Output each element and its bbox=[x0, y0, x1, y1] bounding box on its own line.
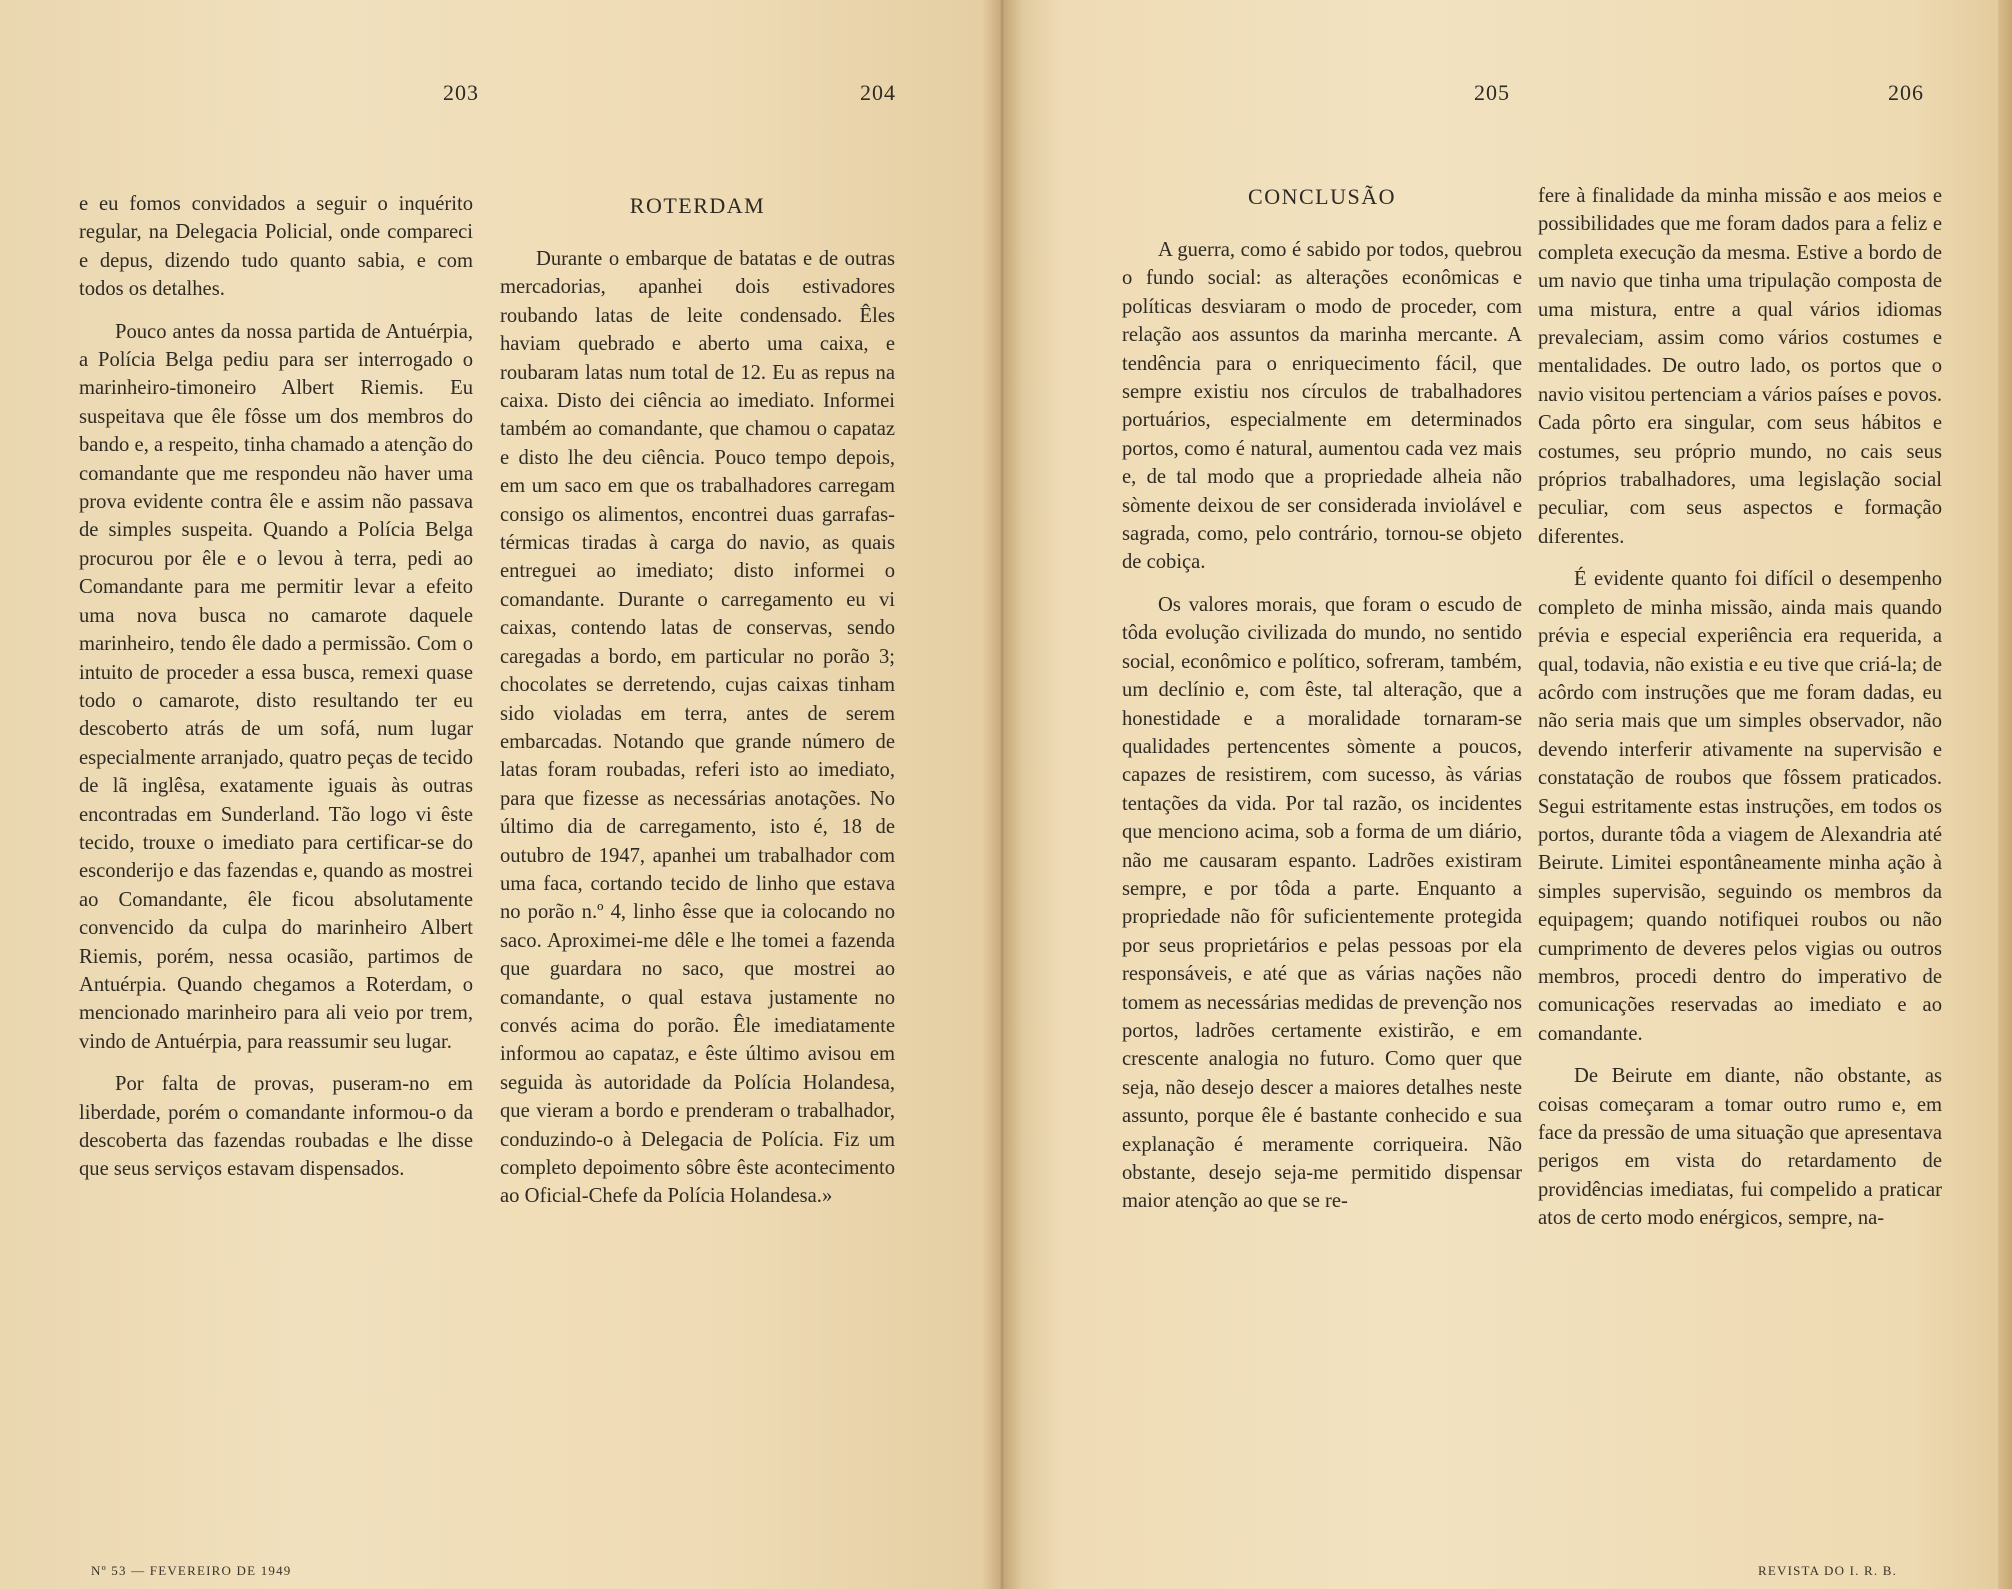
paragraph: fere à finalidade da minha missão e aos meios e possibilidades que me foram dados para a feliz e completa execução da mesma. Estive a bordo de um navio que tinha uma tripulação composta de uma mistura, entre a qual vários idiomas prevaleciam, assim como vários costumes e mentalidades. De outro lado, os portos que o navio visitou pertenciam a vários países e povos. Cada pôrto era singular, com seus hábitos e costumes, seu próprio mundo, no cais seus próprios trabalhadores, uma legislação social peculiar, com seus aspectos e formação diferentes. bbox=[1538, 185, 1942, 548]
paragraph: e eu fomos convidados a seguir o inquérito regular, na Delegacia Policial, onde compareci e depus, dizendo tudo quanto sabia, e com todos os detalhes. bbox=[79, 193, 473, 301]
section-heading-conclusao: CONCLUSÃO bbox=[1248, 184, 1396, 209]
section-heading-roterdam: ROTERDAM bbox=[629, 193, 766, 218]
column-page-205 bbox=[1122, 236, 1522, 1216]
paragraph: Pouco antes da nossa partida de Antuérpia, a Polícia Belga pediu para ser interrogado o marinheiro-timoneiro Albert Riemis. Eu suspeitava que êle fôsse um dos membros do bando e, a respeito, tinha chamado a atenção do comandante que me respondeu não haver uma prova evidente contra êle e assim não passava de simples suspeita. Quando a Polícia Belga procurou por êle e o levou à terra, pedi ao Comandante para me permitir levar a efeito uma nova busca no camarote daquele marinheiro, tendo êle dado a permissão. Com o intuito de proceder a essa busca, remexi quase todo o camarote, disto resultando ter eu descoberto atrás de um sofá, num lugar especialmente arranjado, quatro peças de tecido de lã inglêsa, exatamente iguais às outras encontradas em Sunderland. Tão logo vi êste tecido, trouxe o imediato para certificar-se do esconderijo e das fazendas e, quando as mostrei ao Comandante, êle ficou absolutamente convencido da culpa do marinheiro Albert Riemis, porém, nessa ocasião, partimos de Antuérpia. Quando chegamos a Roterdam, o mencionado marinheiro para ali veio por trem, vindo de Antuérpia, para reassumir seu lugar. bbox=[79, 320, 473, 1053]
paragraph: A guerra, como é sabido por todos, quebrou o fundo social: as alterações econômicas e políticas desviaram o modo de proceder, com relação aos assuntos da marinha mercante. A tendência para o enriquecimento fácil, que sempre existiu nos círculos de trabalhadores portuários, especialmente em determinados portos, como é natural, aumentou cada vez mais e, de tal modo que a propriedade alheia não sòmente deixou de ser considerada inviolável e sagrada, como, pelo contrário, tornou-se objeto de cobiça. bbox=[1122, 239, 1522, 574]
page-number-205: 205 bbox=[1474, 80, 1510, 105]
footer-issue-date: Nº 53 — FEVEREIRO DE 1949 bbox=[91, 1563, 292, 1578]
page-edge bbox=[1998, 0, 2012, 1589]
column-page-204 bbox=[500, 245, 895, 1211]
column-page-203 bbox=[79, 190, 473, 1184]
paragraph: É evidente quanto foi difícil o desempenho completo de minha missão, ainda mais quando prévia e especial experiência era requerida, a qual, todavia, não existia e eu tive que criá-la; de acôrdo com instruções que me foram dadas, eu não seria mais que um simples observador, não devendo interferir ativamente na supervisão e constatação de roubos que fôssem praticados. Segui estritamente estas instruções, em todos os portos, durante tôda a viagem de Alexandria até Beirute. Limitei espontâneamente minha ação à simples supervisão, seguindo os membros da equipagem; quando notifiquei roubos ou não cumprimento de deveres pelos vigias ou outros membros, procedi dentro do imperativo de comunicações reservadas ao imediato e ao comandante. bbox=[1538, 568, 1942, 1045]
footer-magazine-title: REVISTA DO I. R. B. bbox=[1758, 1563, 1898, 1578]
column-page-206 bbox=[1538, 182, 1942, 1233]
paragraph: De Beirute em diante, não obstante, as coisas começaram a tomar outro rumo e, em face da pressão de uma situação que apresentava perigos em vista do retardamento de providências imediatas, fui compelido a praticar atos de certo modo enérgicos, sempre, na- bbox=[1538, 1065, 1942, 1230]
page-number-204: 204 bbox=[860, 80, 896, 105]
paragraph: Os valores morais, que foram o escudo de tôda evolução civilizada do mundo, no sentido social, econômico e político, sofreram, também, um declínio e, com êste, tal alteração, que a honestidade e a moralidade tornaram-se qualidades pertencentes sòmente a poucos, capazes de resistirem, com sucesso, às várias tentações da vida. Por tal razão, os incidentes que menciono acima, sob a forma de um diário, não me causaram espanto. Ladrões existiram sempre, e por tôda a parte. Enquanto a propriedade não fôr suficientemente protegida por seus proprietários e pelas pessoas por ela responsáveis, e até que as várias nações não tomem as necessárias medidas de prevenção nos portos, ladrões certamente existirão, e em crescente analogia no futuro. Como quer que seja, não desejo descer a maiores detalhes neste assunto, porque êle é bastante conhecido e sua explanação é meramente corriqueira. Não obstante, desejo seja-me permitido dispensar maior atenção ao que se re- bbox=[1122, 593, 1522, 1213]
page-number-206: 206 bbox=[1888, 80, 1924, 105]
binding-gutter bbox=[982, 0, 1022, 1589]
paragraph: Por falta de provas, puseram-no em liberdade, porém o comandante informou-o da descoberta das fazendas roubadas e lhe disse que seus serviços estavam dispensados. bbox=[79, 1073, 473, 1181]
page-number-203: 203 bbox=[443, 80, 479, 105]
paragraph: Durante o embarque de batatas e de outras mercadorias, apanhei dois estivadores roubando latas de leite condensado. Êles haviam quebrado e aberto uma caixa, e roubaram latas num total de 12. Eu as repus na caixa. Disto dei ciência ao imediato. Informei também ao comandante, que chamou o capataz e disto lhe deu ciência. Pouco tempo depois, em um saco em que os trabalhadores carregam consigo os alimentos, encontrei duas garrafas-térmicas tiradas à carga do navio, as quais entreguei ao imediato; disto informei o comandante. Durante o carregamento eu vi caixas, contendo latas de conservas, sendo caregadas a bordo, em particular no porão 3; chocolates se derretendo, cujas caixas tinham sido violadas em terra, antes de serem embarcadas. Notando que grande número de latas foram roubadas, referi isto ao imediato, para que fizesse as necessárias anotações. No último dia de carregamento, isto é, 18 de outubro de 1947, apanhei um trabalhador com uma faca, cortando tecido de linho que estava no porão n.º 4, linho êsse que ia colocando no saco. Aproximei-me dêle e lhe tomei a fazenda que guardara no saco, que mostrei ao comandante, o qual estava justamente no convés acima do porão. Êle imediatamente informou ao capataz, e êste último avisou em seguida às autoridade da Polícia Holandesa, que vieram a bordo e prenderam o trabalhador, conduzindo-o à Delegacia de Polícia. Fiz um completo depoimento sôbre êste acontecimento ao Oficial-Chefe da Polícia Holandesa.» bbox=[500, 248, 895, 1208]
